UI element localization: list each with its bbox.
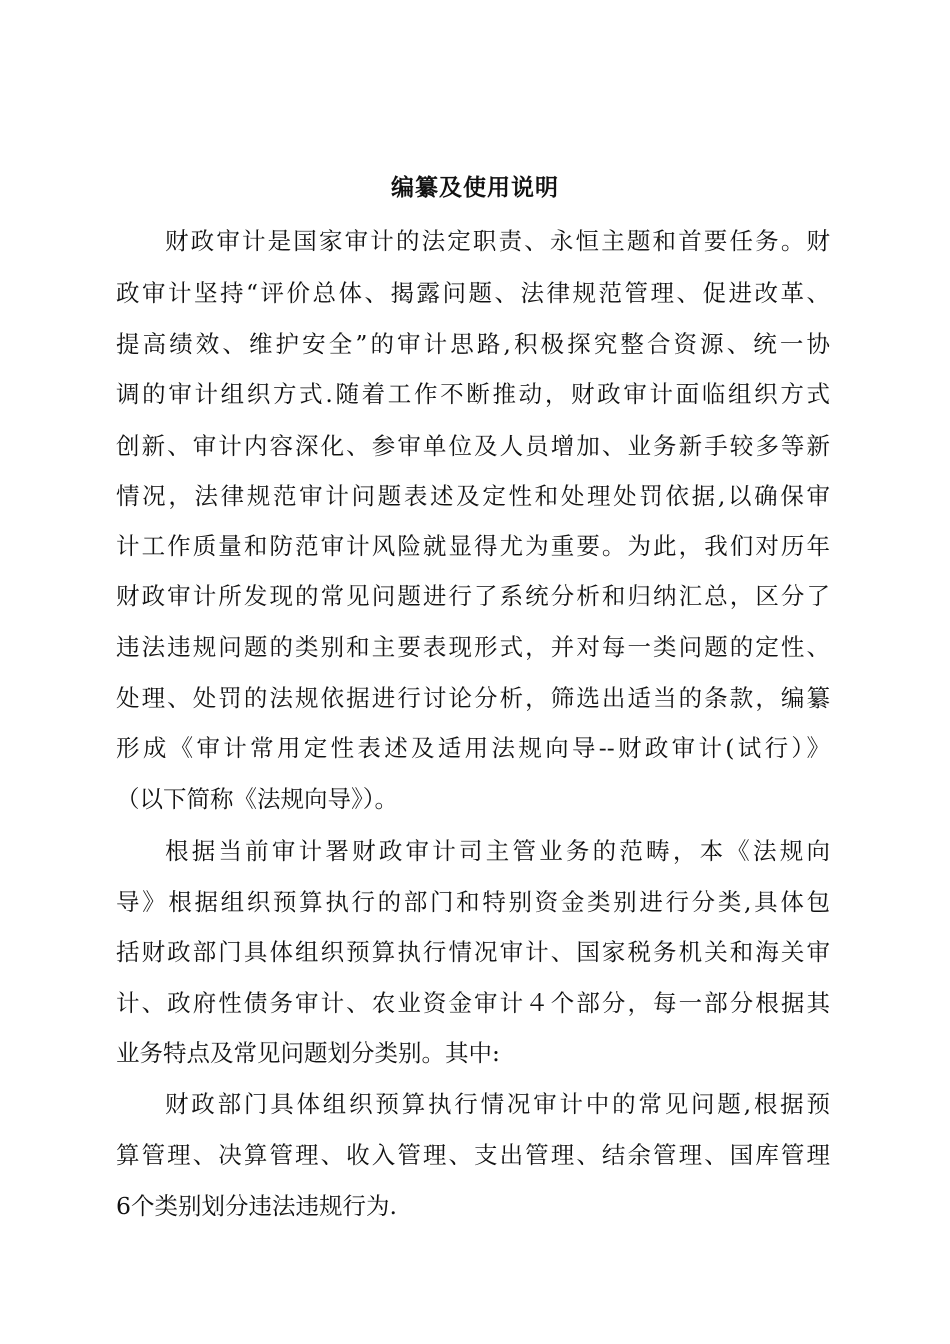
paragraph-line: 违法违规问题的类别和主要表现形式，并对每一类问题的定性、 [116, 633, 830, 661]
paragraph-line: 财政审计所发现的常见问题进行了系统分析和归纳汇总，区分了 [116, 582, 830, 610]
paragraph-line: 处理、处罚的法规依据进行讨论分析，筛选出适当的条款，编纂 [116, 684, 830, 712]
paragraph-line: 6个类别划分违法违规行为. [116, 1192, 397, 1220]
paragraph-line: 导》根据组织预算执行的部门和特别资金类别进行分类,具体包 [116, 888, 830, 916]
paragraph-line: 调的审计组织方式.随着工作不断推动，财政审计面临组织方式 [116, 380, 830, 408]
paragraph-line: 业务特点及常见问题划分类别。其中: [116, 1039, 500, 1067]
document-title: 编纂及使用说明 [391, 175, 559, 201]
paragraph-line: 根据当前审计署财政审计司主管业务的范畴，本《法规向 [165, 837, 830, 865]
paragraph-line: 算管理、决算管理、收入管理、支出管理、结余管理、国库管理 [116, 1141, 830, 1169]
paragraph-line: 计、政府性债务审计、农业资金审计４个部分，每一部分根据其 [116, 989, 830, 1017]
paragraph-line: 提高绩效、维护安全”的审计思路,积极探究整合资源、统一协 [116, 330, 830, 358]
paragraph-line: 形成《审计常用定性表述及适用法规向导--财政审计(试行）》 [116, 734, 830, 762]
paragraph-line: 计工作质量和防范审计风险就显得尤为重要。为此，我们对历年 [116, 532, 830, 560]
paragraph-line: 括财政部门具体组织预算执行情况审计、国家税务机关和海关审 [116, 938, 830, 966]
paragraph-line: 财政部门具体组织预算执行情况审计中的常见问题,根据预 [165, 1090, 830, 1118]
paragraph-line: 政审计坚持“评价总体、揭露问题、法律规范管理、促进改革、 [116, 279, 830, 307]
paragraph-line: （以下简称《法规向导》）。 [116, 785, 398, 813]
paragraph-line: 情况，法律规范审计问题表述及定性和处理处罚依据,以确保审 [116, 482, 830, 510]
paragraph-line: 财政审计是国家审计的法定职责、永恒主题和首要任务。财 [165, 227, 830, 255]
paragraph-line: 创新、审计内容深化、参审单位及人员增加、业务新手较多等新 [116, 432, 830, 460]
